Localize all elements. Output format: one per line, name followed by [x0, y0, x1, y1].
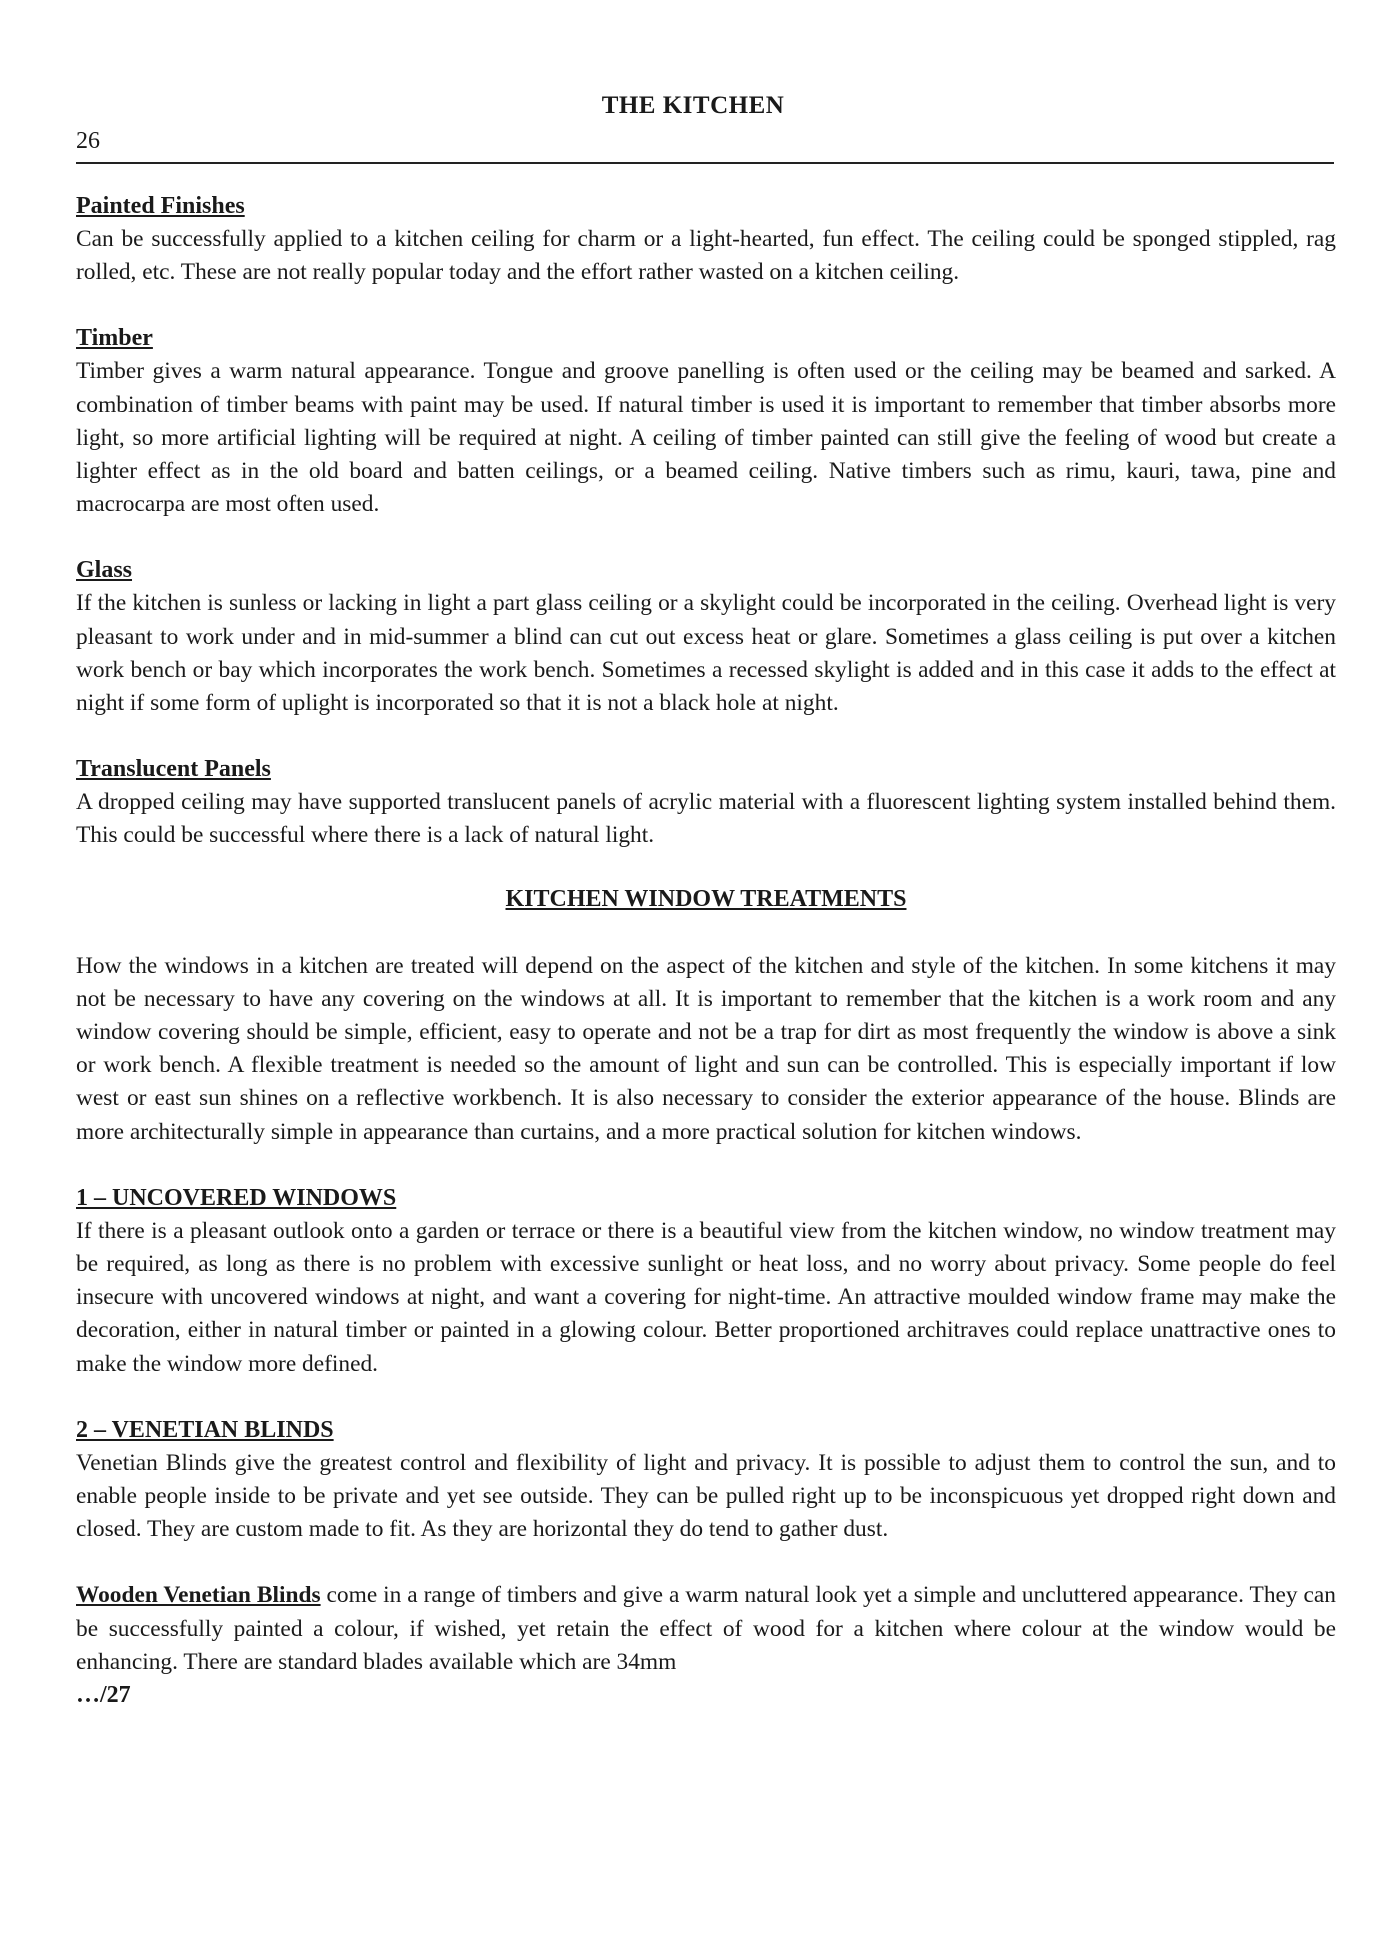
section-paragraph: If the kitchen is sunless or lacking in light a part glass ceiling or a skylight could be incorporated in the ceiling. Overhead light is very pleasant to work under and in mid-summer a blind can cut out excess heat or glare. Sometimes a glass ceiling is put over a kitchen work bench or bay which incorporates the work bench. Sometimes a recessed skylight is added and in this case it adds to the effect at night if some form of uplight is incorporated so that it is not a black hole at night.: [76, 590, 1336, 717]
section-window-treatments: [76, 883, 1336, 1149]
header-rule: [76, 162, 1334, 164]
section-paragraph: Can be successfully applied to a kitchen ceiling for charm or a light-hearted, fun effect. The ceiling could be sponged stippled, rag rolled, etc. These are not really popular today and the effort rather wasted on a kitchen ceiling.: [76, 226, 1336, 286]
section-paragraph: Venetian Blinds give the greatest control and flexibility of light and privacy. It is possible to adjust them to control the sun, and to enable people inside to be private and yet see outside. They can be pulled right up to be inconspicuous yet dropped right down and closed. They are custom made to fit. As they are horizontal they do tend to gather dust.: [76, 1449, 1336, 1543]
centered-section-heading: KITCHEN WINDOW TREATMENTS: [505, 885, 907, 912]
section-heading: Painted Finishes: [76, 193, 245, 219]
paragraph-text: come in a range of timbers and give a warm natural look yet a simple and uncluttered appearance. They can be successfully painted a colour, if wished, yet retain the effect of wood for a kitchen where colour at the window would be enhancing. There are standard blades available which are 34mm: [76, 1582, 1337, 1675]
section-heading: Translucent Panels: [76, 756, 271, 783]
section-paragraph: [76, 1579, 1336, 1679]
section-heading: 2 – VENETIAN BLINDS: [76, 1416, 334, 1443]
section-translucent-panels: [76, 753, 1336, 852]
section-uncovered-windows: [76, 1182, 1336, 1381]
running-header: THE KITCHEN: [601, 92, 785, 119]
section-painted-finishes: [76, 190, 1336, 289]
section-heading: 1 – UNCOVERED WINDOWS: [76, 1184, 397, 1211]
section-timber: [76, 322, 1336, 521]
page-number: 26: [76, 128, 100, 154]
section-heading: Glass: [76, 557, 133, 584]
section-paragraph: How the windows in a kitchen are treated will depend on the aspect of the kitchen and style of the kitchen. In some kitchens it may not be necessary to have any covering on the windows at all. It is important to remember that the kitchen is a work room and any window covering should be simple, efficient, easy to operate and not be a trap for dirt as most frequently the window is above a sink or work bench. A flexible treatment is needed so the amount of light and sun can be controlled. This is especially important if low west or east sun shines on a reflective workbench. It is also necessary to consider the exterior appearance of the house. Blinds are more architecturally simple in appearance than curtains, and a more practical solution for kitchen windows.: [76, 952, 1336, 1145]
section-glass: [76, 554, 1336, 720]
section-paragraph: Timber gives a warm natural appearance. Tongue and groove panelling is often used or the ceiling may be beamed and sarked. A combination of timber beams with paint may be used. If natural timber is used it is important to remember that timber absorbs more light, so more artificial lighting will be required at night. A ceiling of timber painted can still give the feeling of wood but create a lighter effect as in the old board and batten ceilings, or a beamed ceiling. Native timbers such as rimu, kauri, tawa, pine and macrocarpa are most often used.: [76, 358, 1336, 518]
section-paragraph: If there is a pleasant outlook onto a garden or terrace or there is a beautiful view from the kitchen window, no window treatment may be required, as long as there is no problem with excessive sunlight or heat loss, and no worry about privacy. Some people do feel insecure with uncovered windows at night, and want a covering for night-time. An attractive moulded window frame may make the decoration, either in natural timber or painted in a glowing colour. Better proportioned architraves could replace unattractive ones to make the window more defined.: [76, 1217, 1336, 1377]
continuation-marker: …/27: [76, 1682, 131, 1709]
page-content: [76, 190, 1336, 1712]
section-heading: Timber: [76, 325, 153, 352]
section-wooden-venetian-blinds: [76, 1579, 1336, 1679]
inline-heading: Wooden Venetian Blinds: [76, 1582, 321, 1609]
section-paragraph: A dropped ceiling may have supported translucent panels of acrylic material with a fluorescent lighting system installed behind them. This could be successful where there is a lack of natural light.: [76, 789, 1336, 849]
section-venetian-blinds: [76, 1414, 1336, 1547]
